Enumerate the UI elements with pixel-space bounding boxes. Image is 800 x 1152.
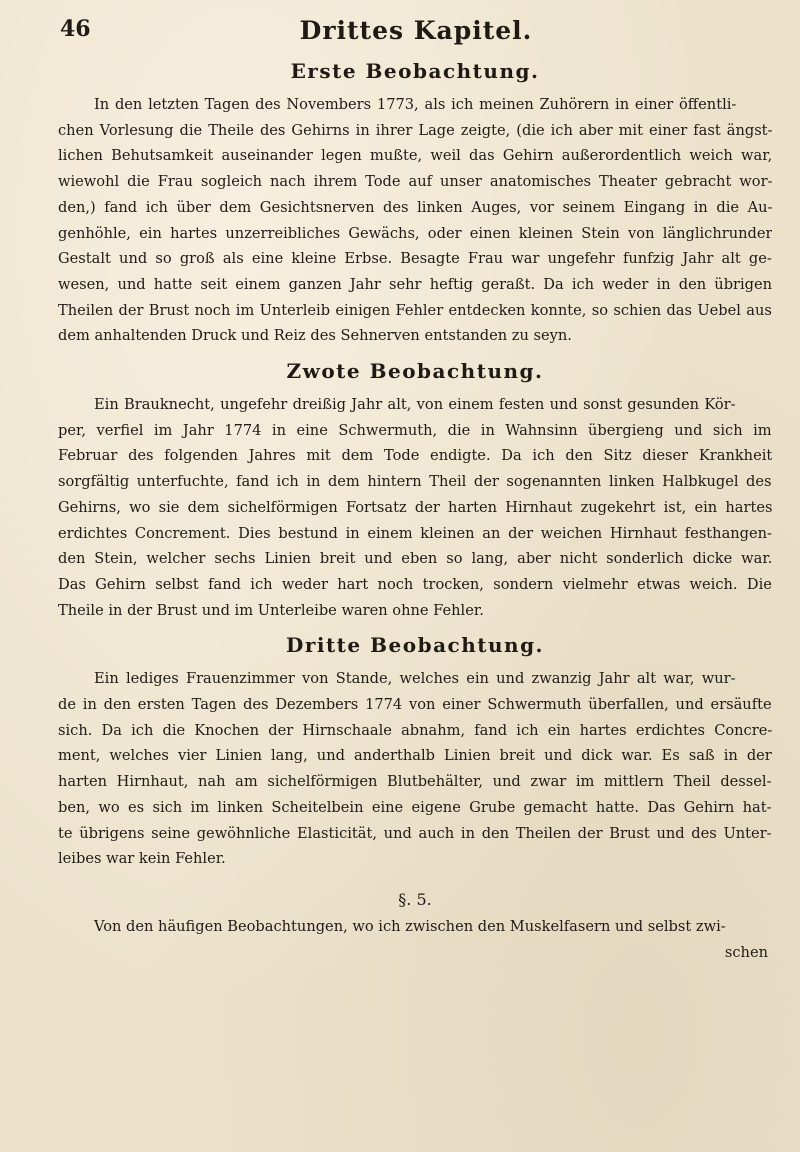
text-line: Gehirns, wo sie dem sichelförmigen Fortsatz der harten Hirnhaut zugekehrt ist, ein hartes <box>58 498 772 516</box>
text-line: per, verfiel im Jahr 1774 in eine Schwermuth, die in Wahnsinn übergieng und sich im <box>58 421 772 439</box>
text-line: genhöhle, ein hartes unzerreibliches Gewächs, oder einen kleinen Stein von länglichrunder <box>58 224 772 242</box>
text-line: Februar des folgenden Jahres mit dem Tode endigte. Da ich den Sitz dieser Krankheit <box>58 447 772 465</box>
text-line: Von den häufigen Beobachtungen, wo ich zwischen den Muskelfasern und selbst zwi- <box>94 917 726 935</box>
text-line: den Stein, welcher sechs Linien breit und eben so lang, aber nicht sonderlich dicke war. <box>58 550 772 568</box>
page-body <box>58 56 772 965</box>
chapter-title: Drittes Kapitel. <box>299 16 533 45</box>
text-line: sich. Da ich die Knochen der Hirnschaale abnahm, fand ich ein hartes erdichtes Concre- <box>58 721 772 739</box>
section-title: Dritte Beobachtung. <box>285 633 545 658</box>
text-line: leibes war kein Fehler. <box>58 850 226 868</box>
text-line: Theilen der Brust noch im Unterleib einigen Fehler entdecken konnte, so schien das Uebel aus <box>58 301 772 319</box>
text-line: harten Hirnhaut, nah am sichelförmigen Blutbehälter, und zwar im mittlern Theil dessel- <box>58 773 772 791</box>
section-title: Erste Beobachtung. <box>290 59 540 83</box>
catchword: schen <box>724 943 768 961</box>
paragraph-sign: §. 5. <box>398 889 432 909</box>
paragraph <box>58 914 772 940</box>
text-line: ben, wo es sich im linken Scheitelbein eine eigene Grube gemacht hatte. Das Gehirn hat- <box>58 798 772 816</box>
text-line: erdichtes Concrement. Dies bestund in einem kleinen an der weichen Hirnhaut festhangen- <box>58 524 772 542</box>
page-header <box>60 16 772 56</box>
text-line: Ein Brauknecht, ungefehr dreißig Jahr alt, von einem festen und sonst gesunden Kör- <box>94 396 736 414</box>
text-line: ment, welches vier Linien lang, und anderthalb Linien breit und dick war. Es saß in der <box>58 747 772 765</box>
text-line: de in den ersten Tagen des Dezembers 1774 von einer Schwermuth überfallen, und ersäufte <box>58 696 772 714</box>
paragraph <box>58 666 772 872</box>
text-line: Ein lediges Frauenzimmer von Stande, welches ein und zwanzig Jahr alt war, wur- <box>94 670 736 688</box>
text-line: den,) fand ich über dem Gesichtsnerven des linken Auges, vor seinem Eingang in die Au- <box>58 198 772 216</box>
text-line: Gestalt und so groß als eine kleine Erbse. Besagte Frau war ungefehr funfzig Jahr alt ge- <box>58 250 772 268</box>
text-line: wiewohl die Frau sogleich nach ihrem Tode auf unser anatomisches Theater gebracht wor- <box>58 173 772 191</box>
paragraph <box>58 92 772 349</box>
page-number: 46 <box>60 16 91 42</box>
text-line: wesen, und hatte seit einem ganzen Jahr sehr heftig geraßt. Da ich weder in den übrigen <box>58 275 772 293</box>
text-line: Das Gehirn selbst fand ich weder hart noch trocken, sondern vielmehr etwas weich. Die <box>58 575 772 593</box>
text-line: In den letzten Tagen des Novembers 1773, als ich meinen Zuhörern in einer öffentli- <box>94 96 737 113</box>
section-title: Zwote Beobachtung. <box>286 359 544 384</box>
text-line: Theile in der Brust und im Unterleibe waren ohne Fehler. <box>58 601 484 619</box>
text-line: lichen Behutsamkeit auseinander legen mußte, weil das Gehirn außerordentlich weich war, <box>58 147 772 165</box>
text-line: chen Vorlesung die Theile des Gehirns in ihrer Lage zeigte, (die ich aber mit einer fast ängst- <box>58 121 772 139</box>
paragraph <box>58 392 772 623</box>
text-line: te übrigens seine gewöhnliche Elasticität, und auch in den Theilen der Brust und des Unter- <box>58 824 772 842</box>
text-line: sorgfältig unterfuchte, fand ich in dem hintern Theil der sogenannten linken Halbkugel des <box>58 473 772 491</box>
text-line: dem anhaltenden Druck und Reiz des Sehnerven entstanden zu seyn. <box>58 327 572 345</box>
